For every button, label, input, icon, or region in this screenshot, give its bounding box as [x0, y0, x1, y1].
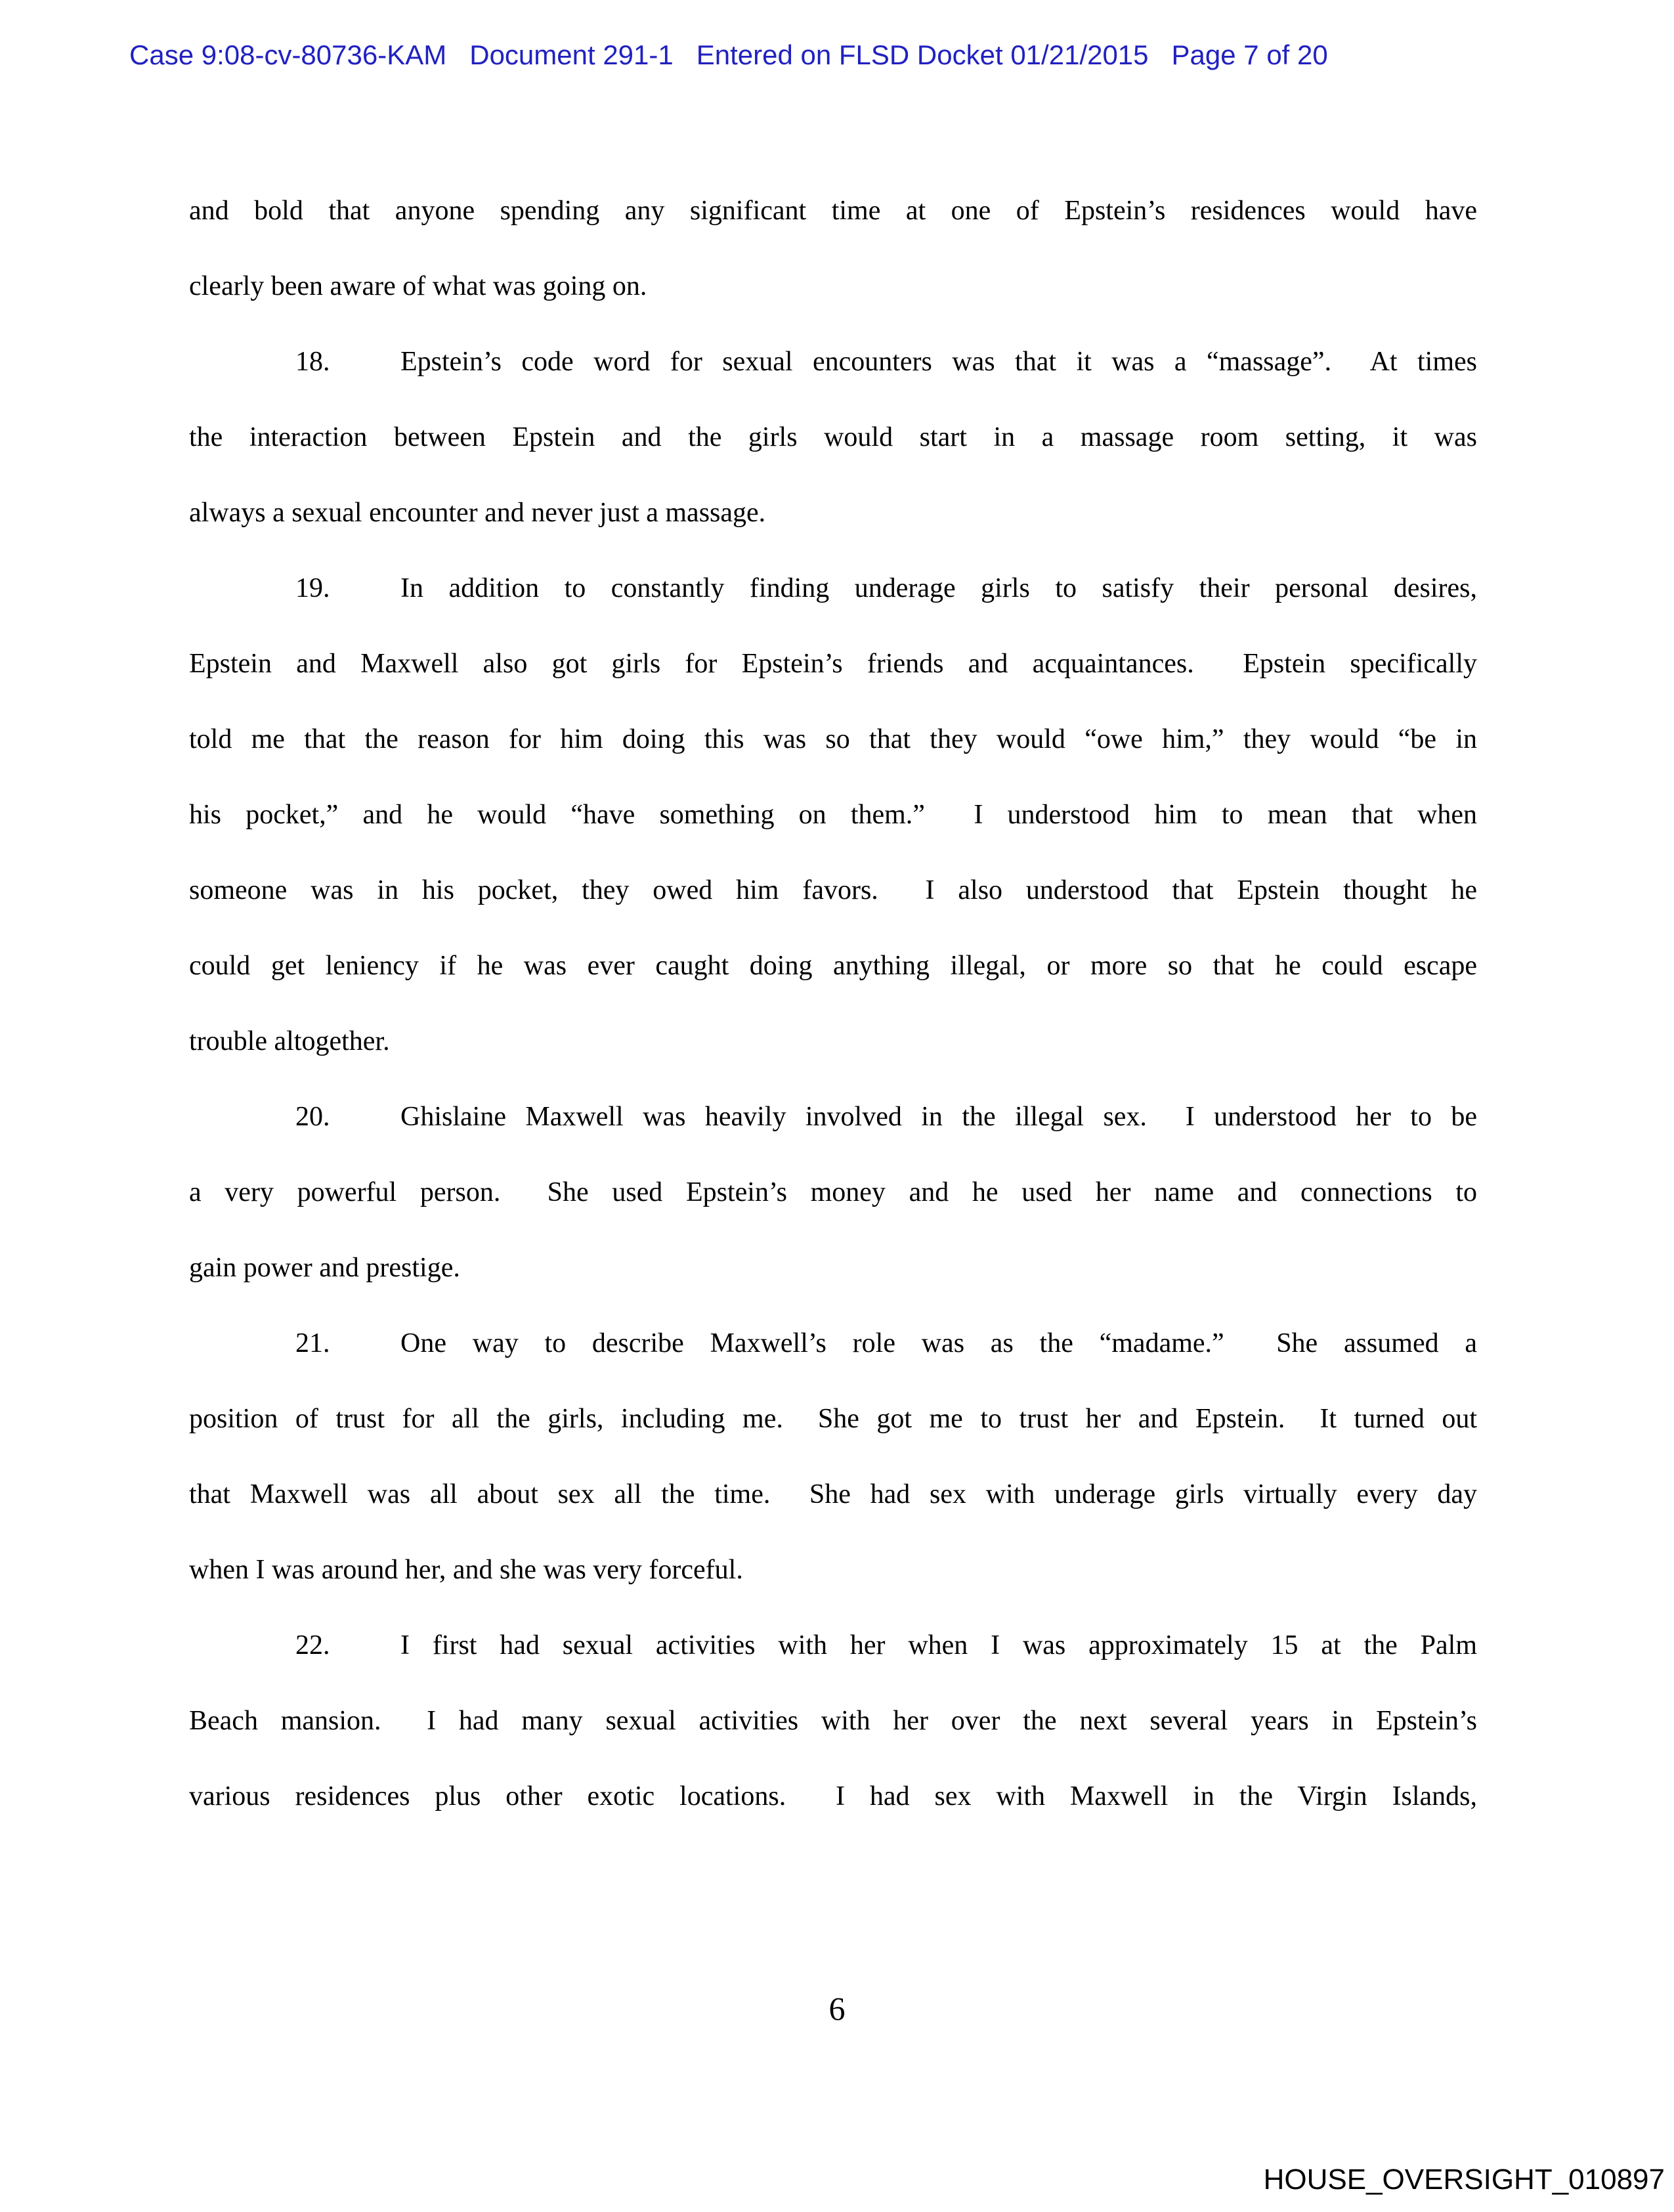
paragraph-number: 19. [295, 573, 330, 603]
line-text: One way to describe Maxwell’s role was as the “madame.” She assumed a [400, 1328, 1477, 1358]
paragraph-number: 20. [295, 1102, 330, 1132]
page-number: 6 [828, 1990, 846, 2027]
case-caption-header: Case 9:08-cv-80736-KAM Document 291-1 Entered on FLSD Docket 01/21/2015 Page 7 of 20 [129, 39, 1328, 70]
line-text: the interaction between Epstein and the girls would start in a massage room setting, it was [189, 422, 1477, 452]
body-line [189, 1532, 1477, 1608]
body-line [189, 1306, 1477, 1381]
body-line [189, 626, 1477, 702]
body-line [189, 173, 1477, 249]
paragraph-number: 21. [295, 1328, 330, 1358]
line-text: gain power and prestige. [189, 1253, 460, 1283]
line-text: trouble altogether. [189, 1026, 390, 1056]
body-line [189, 400, 1477, 475]
line-text: Epstein and Maxwell also got girls for Epstein’s friends and acquaintances. Epstein specifically [189, 649, 1477, 679]
line-text: Ghislaine Maxwell was heavily involved in the illegal sex. I understood her to be [400, 1102, 1477, 1132]
line-text: clearly been aware of what was going on. [189, 271, 647, 301]
body-line [189, 1381, 1477, 1457]
body-line [189, 475, 1477, 551]
line-text: told me that the reason for him doing this was so that they would “owe him,” they would “be in [189, 724, 1477, 754]
body-line [189, 1155, 1477, 1230]
body-line [189, 1457, 1477, 1532]
line-text: when I was around her, and she was very forceful. [189, 1555, 743, 1585]
paragraph-number: 22. [295, 1630, 330, 1660]
line-text: position of trust for all the girls, including me. She got me to trust her and Epstein. It turned out [189, 1404, 1477, 1434]
body-line [189, 1079, 1477, 1155]
body-line [189, 1608, 1477, 1683]
line-text: I first had sexual activities with her when I was approximately 15 at the Palm [400, 1630, 1477, 1660]
line-text: could get leniency if he was ever caught doing anything illegal, or more so that he could escape [189, 951, 1477, 981]
body-line [189, 551, 1477, 626]
line-text: Beach mansion. I had many sexual activities with her over the next several years in Epstein’s [189, 1706, 1477, 1736]
line-text: that Maxwell was all about sex all the time. She had sex with underage girls virtually every day [189, 1479, 1477, 1509]
line-text: Epstein’s code word for sexual encounters was that it was a “massage”. At times [400, 347, 1477, 377]
line-text: In addition to constantly finding underage girls to satisfy their personal desires, [400, 573, 1477, 603]
affidavit-body [189, 173, 1477, 1834]
body-line [189, 1230, 1477, 1306]
body-line [189, 249, 1477, 324]
body-line [189, 853, 1477, 928]
line-text: always a sexual encounter and never just a massage. [189, 498, 766, 528]
bates-number: HOUSE_OVERSIGHT_010897 [1263, 2163, 1665, 2196]
body-line [189, 324, 1477, 400]
body-line [189, 1683, 1477, 1759]
body-line [189, 777, 1477, 853]
body-line [189, 702, 1477, 777]
line-text: and bold that anyone spending any significant time at one of Epstein’s residences would have [189, 196, 1477, 226]
line-text: various residences plus other exotic locations. I had sex with Maxwell in the Virgin Islands, [189, 1781, 1477, 1811]
paragraph-number: 18. [295, 347, 330, 377]
body-line [189, 1004, 1477, 1079]
line-text: someone was in his pocket, they owed him favors. I also understood that Epstein thought he [189, 875, 1477, 905]
line-text: a very powerful person. She used Epstein’s money and he used her name and connections to [189, 1177, 1477, 1207]
body-line [189, 1759, 1477, 1834]
line-text: his pocket,” and he would “have something on them.” I understood him to mean that when [189, 800, 1477, 830]
body-line [189, 928, 1477, 1004]
